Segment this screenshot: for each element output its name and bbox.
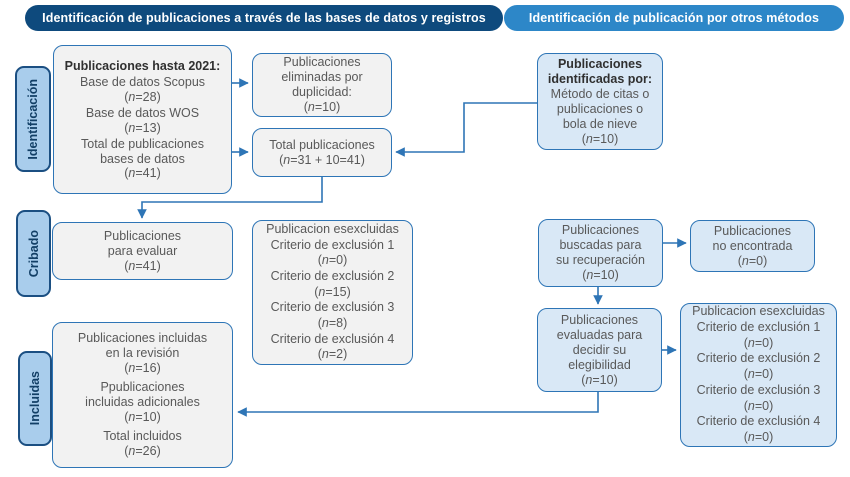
box-line: no encontrada (712, 238, 793, 253)
stage-identificacion (15, 66, 51, 172)
box-line: (n=31 + 10=41) (279, 152, 365, 167)
box-line: elegibilidad (568, 357, 631, 372)
arrow-othermethods-to-total (396, 103, 537, 152)
box-line: Criterio de exclusión 4 (270, 331, 395, 346)
box-line: (n=13) (124, 120, 161, 135)
box-line: Criterio de exclusión 1 (696, 320, 821, 335)
box-line: Método de citas o (550, 86, 650, 101)
box-line: en la revisión (105, 346, 180, 360)
box-line: Base de datos Scopus (79, 75, 206, 89)
box-line: Publicacion esexcluidas (266, 221, 399, 236)
box-line: Publicaciones (561, 223, 640, 237)
stage-cribado-label: Cribado (26, 229, 41, 278)
box-line: bola de nieve (562, 116, 638, 131)
box-line: (n=41) (124, 258, 161, 273)
stage-incluidas-label: Incluidas (28, 371, 42, 426)
box-line: Criterio de exclusión 3 (696, 382, 821, 397)
box-line: eliminadas por (281, 70, 363, 84)
box-line: (n=8) (317, 316, 348, 331)
box-line: Criterio de exclusión 2 (696, 351, 821, 366)
box-removed-duplicates (252, 53, 392, 117)
box-publications-to-screen (52, 222, 233, 280)
box-line: Criterio de exclusión 4 (696, 414, 821, 429)
box-line: publicaciones o (556, 101, 644, 116)
box-line: (n=10) (582, 268, 619, 282)
box-line: Base de datos WOS (85, 106, 200, 120)
box-line: Total publicaciones (269, 137, 375, 152)
box-line: Publicacion esexcluidas (692, 304, 825, 319)
box-excluded-databases (252, 220, 413, 365)
box-line: (n=10) (581, 131, 619, 146)
box-included-publications (52, 322, 233, 468)
box-line: (n=41) (124, 166, 161, 180)
box-line: evaluadas para (556, 327, 643, 342)
box-line: (n=0) (743, 335, 774, 350)
box-line: Criterio de exclusión 3 (270, 300, 395, 315)
box-line: Publicaciones incluidas (77, 331, 208, 345)
box-not-found (690, 220, 815, 272)
stage-incluidas (18, 351, 52, 446)
box-line: su recuperación (556, 253, 645, 267)
box-line: Publicaciones (560, 312, 639, 327)
box-sought-for-retrieval (538, 219, 663, 287)
box-line: decidir su (572, 342, 627, 357)
stage-cribado (16, 210, 51, 297)
box-excluded-other-methods (680, 303, 837, 447)
box-line: (n=10) (124, 410, 161, 424)
box-line: (n=10) (581, 372, 618, 387)
box-line: para evaluar (107, 243, 178, 258)
box-total-publications (252, 128, 392, 177)
box-line: (n=28) (124, 89, 161, 104)
box-line: (n=26) (124, 444, 161, 458)
header-other-methods (504, 5, 844, 31)
box-line: (n=0) (737, 253, 768, 268)
box-line: Ppublicaciones (100, 380, 185, 394)
box-line: Criterio de exclusión 1 (270, 237, 395, 252)
box-assessed-eligibility (537, 308, 662, 392)
arrow-assessed-to-included (238, 392, 598, 412)
header-other-methods-label: Identificación de publicación por otros métodos (528, 11, 820, 25)
box-line: (n=0) (743, 367, 774, 382)
box-line: Total de publicaciones (81, 137, 204, 151)
box-line: identificadas por: (547, 71, 653, 86)
box-line: (n=15) (314, 284, 351, 299)
header-databases-label: Identificación de publicaciones a través de las bases de datos y registros (42, 11, 486, 25)
box-line: incluidas adicionales (85, 395, 200, 409)
box-line: Publicaciones (283, 55, 361, 69)
box-publications-until-2021 (53, 45, 232, 194)
box-line: (n=10) (303, 100, 341, 114)
box-line: (n=2) (317, 347, 348, 362)
box-line: duplicidad: (292, 85, 352, 99)
header-databases-registers (25, 5, 503, 31)
box-line: Criterio de exclusión 2 (270, 268, 395, 283)
box-line: buscadas para (559, 238, 642, 252)
box-line: (n=16) (124, 361, 161, 375)
stage-identificacion-label: Identificación (26, 78, 40, 160)
box-line: (n=0) (743, 429, 774, 444)
box-line: Publicaciones hasta 2021: (64, 58, 221, 73)
box-identified-other-methods (537, 53, 663, 150)
box-line: Total incluidos (103, 429, 182, 443)
box-line: Publicaciones (103, 228, 182, 243)
box-line: (n=0) (317, 253, 348, 268)
box-line: (n=0) (743, 398, 774, 413)
box-line: bases de datos (100, 151, 185, 166)
box-line: Publicaciones (713, 223, 792, 238)
box-line: Publicaciones (557, 56, 643, 71)
